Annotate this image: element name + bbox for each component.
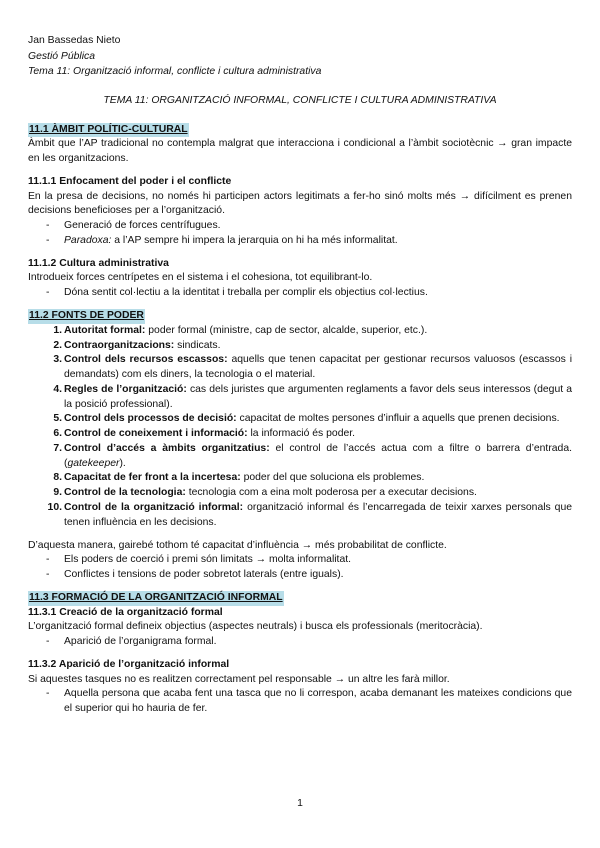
item-label: Autoritat formal:	[64, 324, 146, 336]
section-heading-11-1: 11.1 ÀMBIT POLÍTIC-CULTURAL	[28, 123, 189, 138]
subsection-text-11-3-1: L’organització formal defineix objectius (aspectes neutrals) i busca els professionals (meritocràcia).	[28, 621, 483, 633]
power-source-item	[28, 353, 572, 383]
item-tail: ).	[119, 457, 126, 469]
section-heading-11-2: 11.2 FONTS DE PODER	[28, 309, 145, 324]
power-source-item	[28, 427, 572, 442]
section-heading-11-3: 11.3 FORMACIÓ DE LA ORGANITZACIÓ INFORMAL	[28, 591, 284, 606]
bullet-list	[28, 286, 572, 301]
item-number: 9.	[53, 487, 62, 499]
subsection-text-11-1-1: En la presa de decisions, no només hi participen actors legitimats a fer-ho sinó molts més → difícilment es prenen decisions beneficioses per a l’organització.	[28, 190, 572, 217]
item-text: la informació és poder.	[247, 428, 356, 440]
list-item: - Generació de forces centrífugues.	[28, 219, 572, 234]
power-source-item	[28, 383, 572, 413]
section-conclusion-11-2: D’aquesta manera, gairebé tothom té capacitat d’influència → més probabilitat de conflicte.	[28, 539, 447, 551]
power-source-item	[28, 501, 572, 531]
item-number: 4.	[53, 383, 62, 395]
document-header	[28, 33, 572, 80]
power-source-item	[28, 339, 572, 354]
item-text: poder del que soluciona els problemes.	[240, 472, 425, 484]
page-number: 1	[297, 798, 303, 809]
subsection-text-11-3-2: Si aquestes tasques no es realitzen correctament pel responsable → un altre les farà millor.	[28, 673, 450, 685]
item-label: Control de la organització informal:	[64, 501, 244, 513]
item-text: tecnologia com a eina molt poderosa per a executar decisions.	[185, 487, 477, 499]
list-item: - Dóna sentit col·lectiu a la identitat i treballa per complir els objectius col·lectius.	[28, 286, 572, 301]
subsection-text-11-1-2: Introdueix forces centrípetes en el sistema i el cohesiona, tot equilibrant-lo.	[28, 272, 373, 284]
item-label: Control de la tecnologia:	[64, 487, 186, 499]
item-text: capacitat de moltes persones d’influir a aquells que prenen decisions.	[236, 413, 560, 425]
item-text: poder formal (ministre, cap de sector, alcalde, superior, etc.).	[145, 324, 428, 336]
power-source-item	[28, 324, 572, 339]
item-text: el control de l’accés actua com a filtre o barrera d’entrada. (	[64, 442, 572, 469]
item-text: organització informal és l’encarregada de teixir xarxes personals que tenen influència en les decisions.	[64, 501, 573, 528]
item-text: aquells que tenen capacitat per gestionar recursos valuosos (escassos i demandats) com els diners, la tecnologia o el material.	[64, 354, 573, 381]
author-name: Jan Bassedas Nieto	[28, 35, 121, 46]
section-text-11-1: Àmbit que l’AP tradicional no contempla malgrat que interacciona i condicional a l’àmbit sociotècnic → gran impacte en les organitzacions.	[28, 138, 572, 165]
topic-name: Tema 11: Organització informal, conflicte i cultura administrativa	[28, 66, 322, 78]
item-label: Capacitat de fer front a la incertesa:	[64, 472, 241, 484]
bullet-list	[28, 219, 572, 249]
item-label: Control dels recursos escassos:	[64, 354, 228, 366]
list-item: - Els poders de coerció i premi són limitats → molta informalitat.	[28, 553, 572, 568]
subject-name: Gestió Pública	[28, 50, 95, 62]
item-number: 3.	[53, 354, 62, 366]
paradox-label: Paradoxa:	[64, 234, 112, 246]
item-number: 7.	[53, 442, 62, 454]
power-source-item	[28, 442, 572, 472]
power-source-item	[28, 471, 572, 486]
list-item	[28, 234, 572, 249]
bullet-list	[28, 687, 572, 717]
item-label: Control de coneixement i informació:	[64, 428, 248, 440]
power-source-item	[28, 412, 572, 427]
power-sources-list	[28, 324, 572, 531]
subsection-heading-11-1-2: 11.1.2 Cultura administrativa	[28, 257, 169, 269]
list-item: - Aparició de l’organigrama formal.	[28, 635, 572, 650]
bullet-list	[28, 635, 572, 650]
subsection-heading-11-3-1: 11.3.1 Creació de la organització formal	[28, 606, 223, 618]
paradox-text: a l’AP sempre hi impera la jerarquia on hi ha més informalitat.	[111, 234, 398, 246]
item-extra: gatekeeper	[67, 457, 120, 469]
item-label: Control d’accés a àmbits organitzatius:	[64, 442, 270, 454]
item-number: 10.	[47, 501, 62, 513]
list-item: - Conflictes i tensions de poder sobretot laterals (entre iguals).	[28, 568, 572, 583]
item-label: Regles de l’organització:	[64, 383, 187, 395]
item-text: cas dels juristes que argumenten reglaments a favor dels seus interessos (degut a la posició professional).	[64, 383, 572, 410]
subsection-heading-11-3-2: 11.3.2 Aparició de l’organització informal	[28, 658, 230, 670]
subsection-heading-11-1-1: 11.1.1 Enfocament del poder i el conflicte	[28, 175, 232, 187]
item-number: 5.	[53, 413, 62, 425]
document-page	[28, 33, 572, 717]
item-text: sindicats.	[174, 339, 221, 351]
item-number: 2.	[53, 339, 62, 351]
bullet-list	[28, 553, 572, 583]
document-title: TEMA 11: ORGANITZACIÓ INFORMAL, CONFLICTE I CULTURA ADMINISTRATIVA	[103, 94, 497, 106]
item-label: Contraorganitzacions:	[64, 339, 175, 351]
item-number: 8.	[53, 472, 62, 484]
item-number: 1.	[53, 324, 62, 336]
item-number: 6.	[53, 428, 62, 440]
item-label: Control dels processos de decisió:	[64, 413, 237, 425]
power-source-item	[28, 486, 572, 501]
list-item: - Aquella persona que acaba fent una tasca que no li correspon, acaba demanant les mateixes condicions que el superior qui ho hauria de fer.	[28, 687, 572, 717]
